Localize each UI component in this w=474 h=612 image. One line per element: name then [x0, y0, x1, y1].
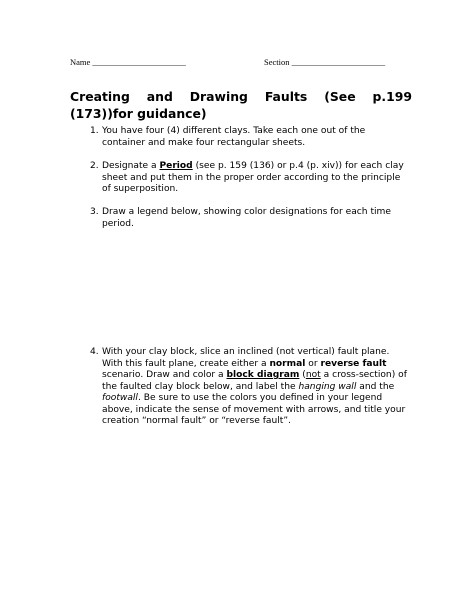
hanging-wall-term: hanging wall [298, 381, 357, 392]
item-text [102, 161, 410, 196]
item-text [102, 347, 410, 428]
period-term: Period [159, 161, 193, 171]
not-term: not [305, 370, 321, 380]
item-text: Draw a legend below, showing color designations for each time period. [102, 207, 391, 229]
section-field [264, 57, 385, 67]
text-run: or [305, 358, 321, 369]
text-run: (see p. 159 (136) or p.4 (p. xiv)) for each clay sheet and put them in the proper order according to the principle of superposition. [102, 161, 404, 194]
name-blank: ______________________ [92, 57, 186, 67]
item-number: 4. [90, 347, 99, 357]
item-number: 1. [90, 126, 99, 136]
section-blank: ______________________ [291, 57, 386, 67]
reverse-fault-term: reverse fault [320, 358, 387, 369]
text-run: With your clay block, slice an inclined (not vertical) fault plane. With this fault plane, create either a [102, 347, 390, 369]
item-number: 3. [90, 207, 99, 217]
name-label: Name [70, 57, 91, 67]
block-diagram-term: block diagram [226, 370, 300, 380]
item-number: 2. [90, 161, 99, 171]
page-title: Creating and Drawing Faults (See p.199 (173))for guidance) [70, 89, 412, 121]
item-text: You have four (4) different clays. Take each one out of the container and make four rectangular sheets. [102, 126, 366, 148]
section-label: Section [264, 57, 290, 67]
text-run: ( [299, 370, 306, 380]
text-run: scenario. Draw and color a [102, 370, 227, 380]
normal-term: normal [269, 358, 306, 369]
text-run: Designate a [102, 161, 160, 171]
text-run: a cross-section) of the faulted clay block below, and label the [102, 370, 407, 392]
name-field [70, 57, 186, 67]
text-run: . Be sure to use the colors you defined in your legend above, indicate the sense of movement with arrows, and title your creation “normal fault” or “reverse fault”. [102, 393, 406, 426]
footwall-term: footwall [102, 393, 138, 403]
text-run: and the [356, 381, 395, 392]
